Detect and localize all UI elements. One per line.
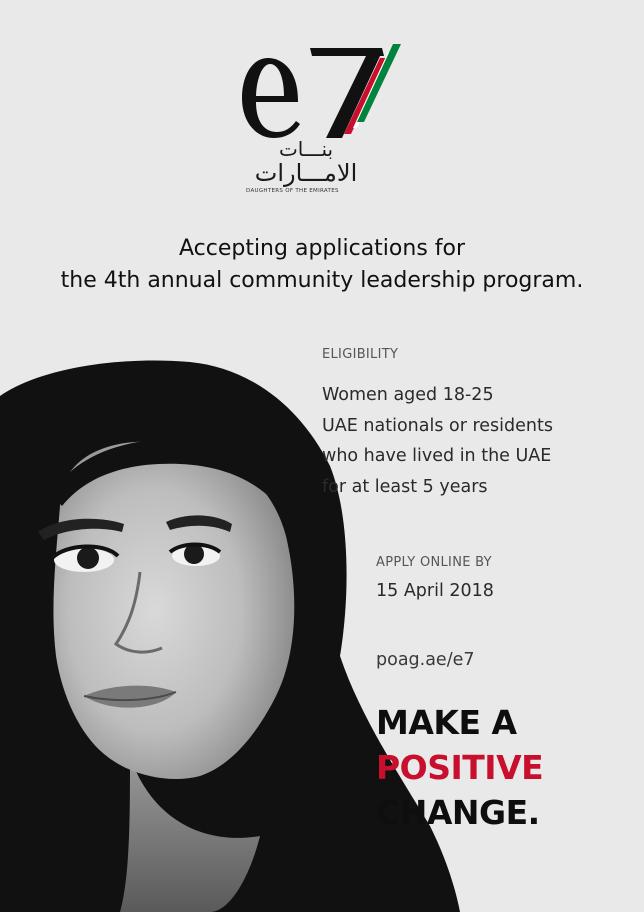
headline-line-1: Accepting applications for — [178, 236, 466, 261]
cta-line-3: CHANGE. — [376, 793, 540, 832]
website-url: poag.ae/e7 — [376, 650, 475, 670]
e7-wordmark-logo — [240, 38, 410, 148]
logo-tagline: DAUGHTERS OF THE EMIRATES — [246, 188, 339, 194]
logo-arabic-name — [246, 137, 366, 187]
headline-line-2: the 4th annual community leadership program. — [60, 268, 584, 293]
call-to-action — [376, 700, 543, 835]
apply-deadline-date: 15 April 2018 — [376, 581, 494, 601]
headline — [0, 233, 644, 297]
eligibility-line: Women aged 18-25 — [322, 385, 494, 405]
e7-logo — [240, 38, 410, 198]
eligibility-list — [322, 380, 553, 502]
cta-line-2: POSITIVE — [376, 748, 544, 787]
logo-arabic-line-1: بنـــات — [278, 137, 334, 161]
cta-line-1: MAKE A — [376, 703, 517, 742]
logo-arabic-line-2: الامـــارات — [254, 159, 358, 187]
eligibility-label: ELIGIBILITY — [322, 347, 399, 362]
eligibility-line: who have lived in the UAE — [322, 446, 552, 466]
apply-deadline-label: APPLY ONLINE BY — [376, 555, 492, 570]
eligibility-line: UAE nationals or residents — [322, 415, 553, 436]
eligibility-line: for at least 5 years — [322, 476, 488, 497]
